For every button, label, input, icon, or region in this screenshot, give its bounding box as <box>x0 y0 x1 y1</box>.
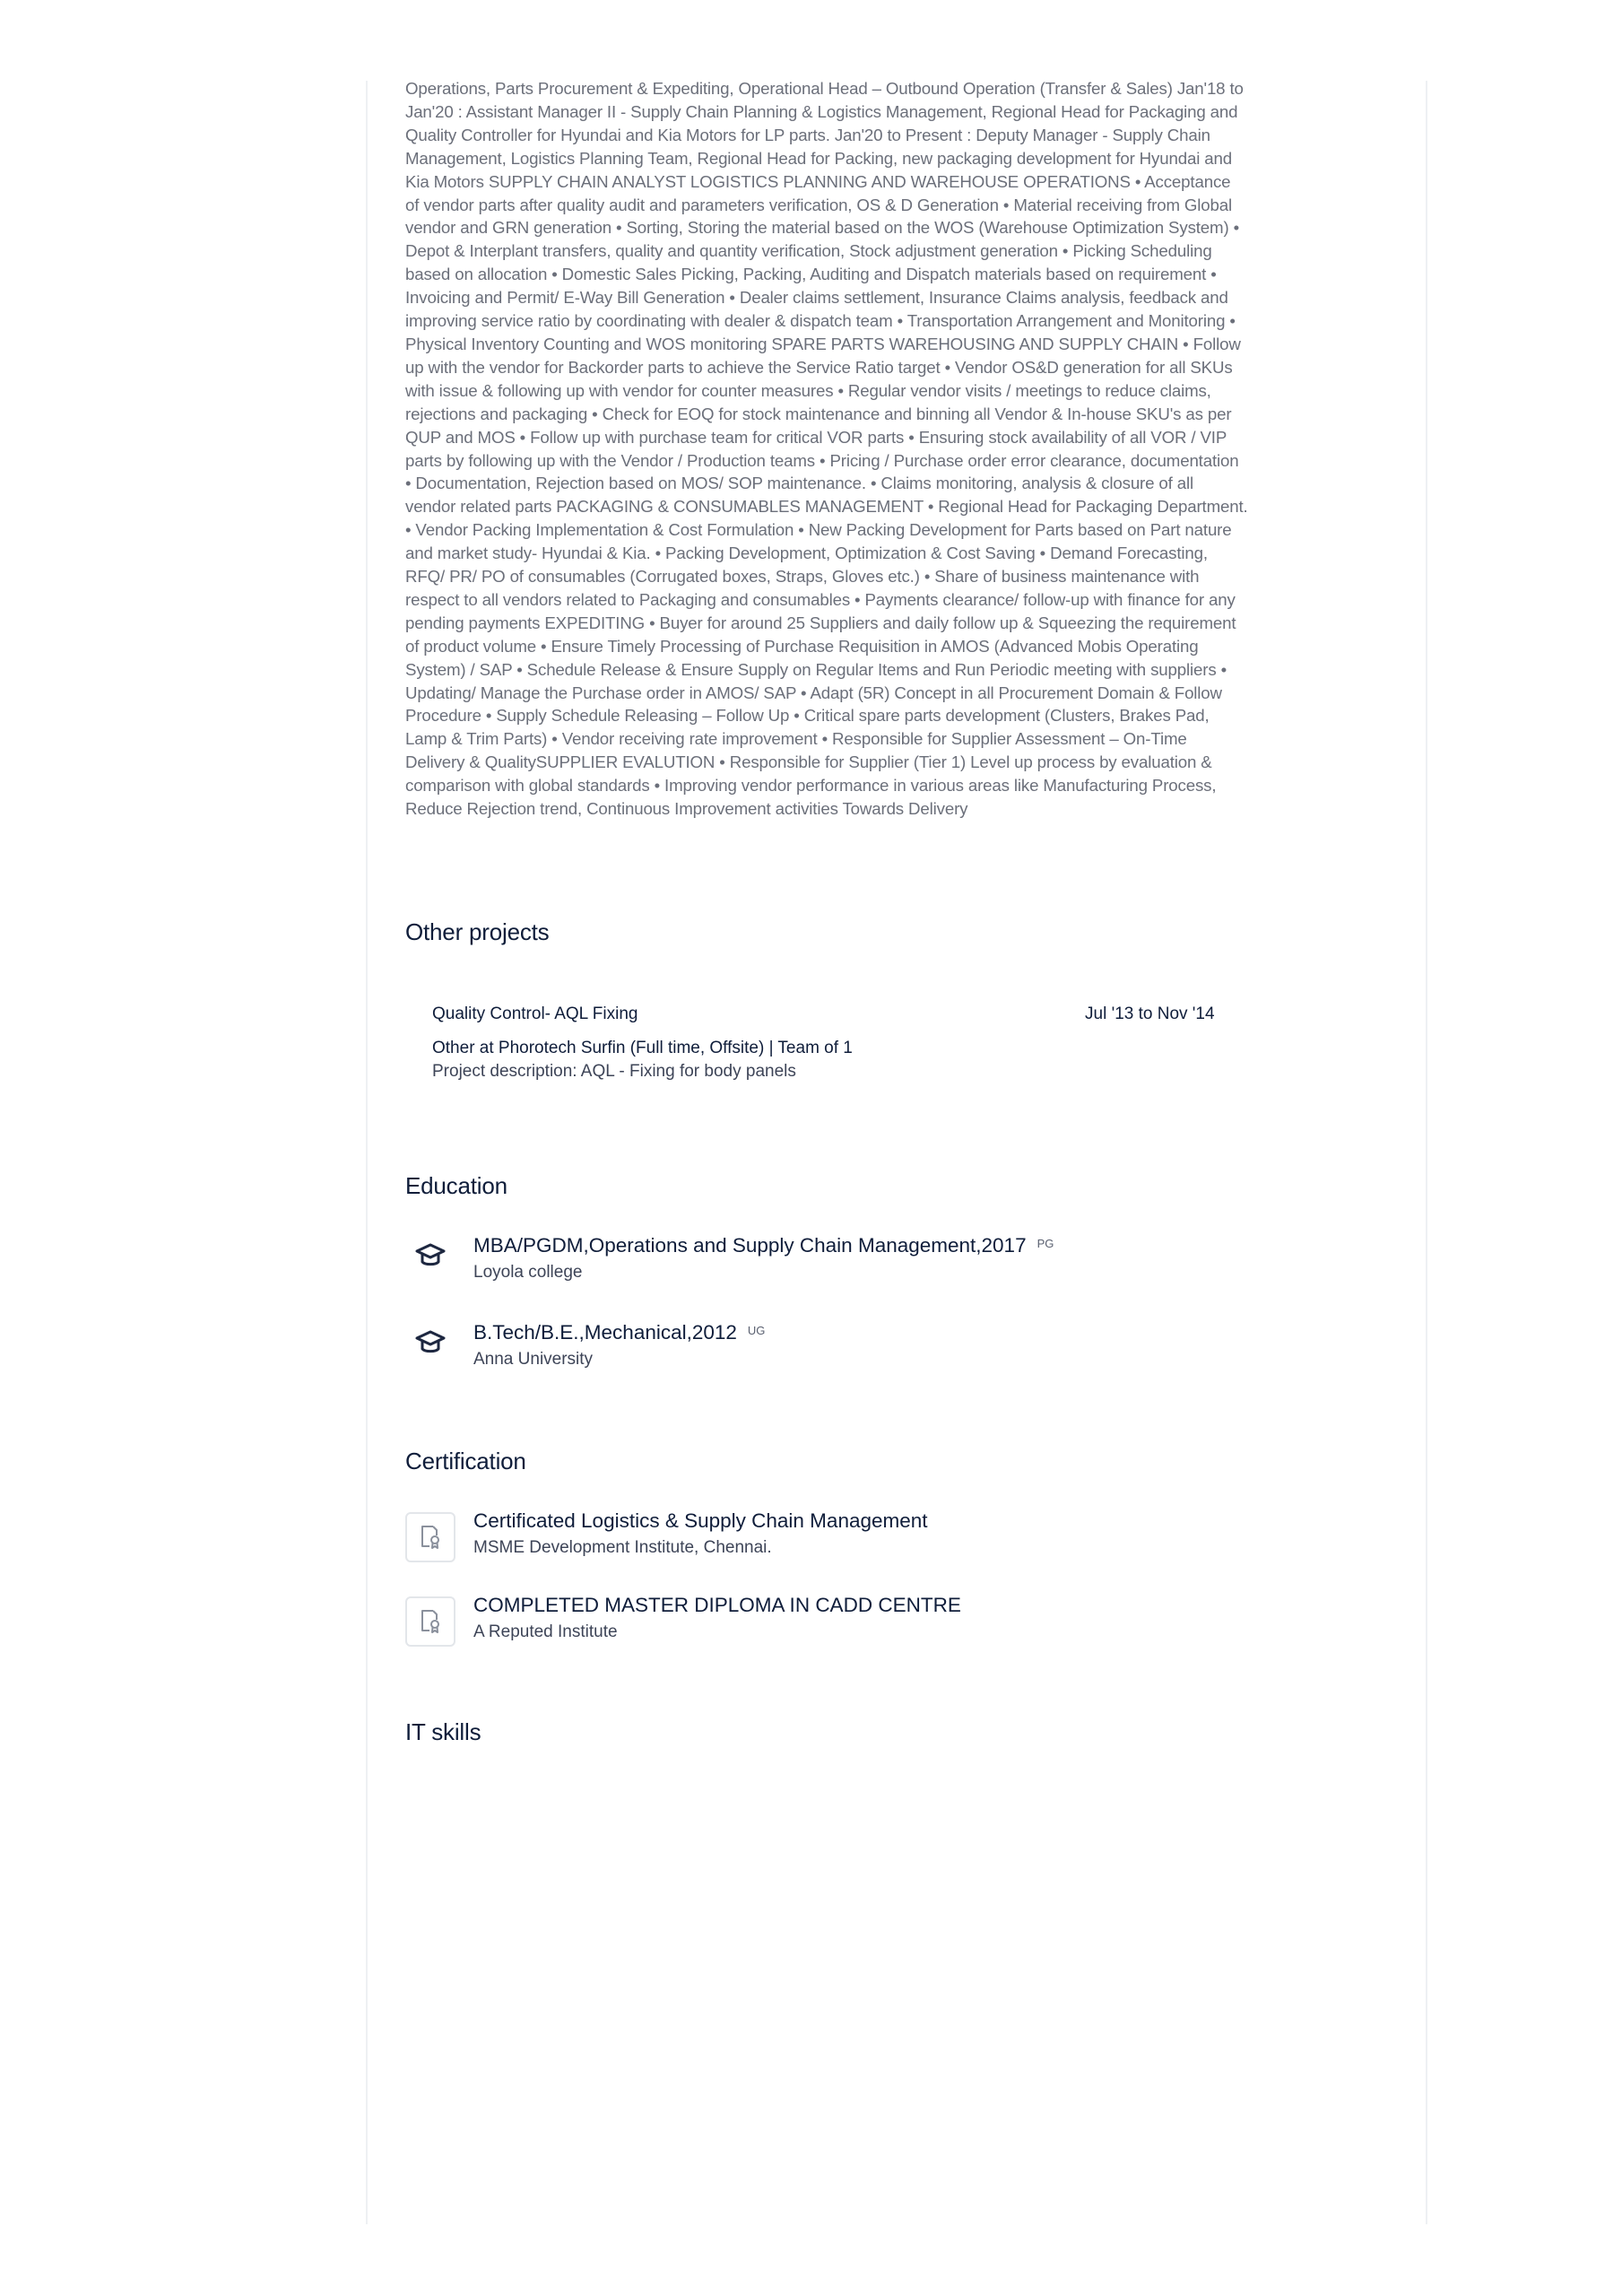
certification-name: Certificated Logistics & Supply Chain Management <box>473 1509 928 1532</box>
education-degree <box>473 1321 765 1344</box>
graduation-cap-icon <box>414 1239 447 1272</box>
project-title: Quality Control- AQL Fixing <box>432 1004 638 1023</box>
it-skills-heading: IT skills <box>405 1718 481 1745</box>
education-degree-text: B.Tech/B.E.,Mechanical,2012 <box>473 1321 737 1344</box>
other-projects-heading: Other projects <box>405 918 550 945</box>
certification-heading: Certification <box>405 1448 526 1474</box>
education-level-badge: UG <box>747 1324 766 1337</box>
project-description: Project description: AQL - Fixing for body panels <box>432 1062 796 1081</box>
education-heading: Education <box>405 1172 507 1199</box>
education-degree-text: MBA/PGDM,Operations and Supply Chain Management,2017 <box>473 1234 1027 1257</box>
education-institute: Anna University <box>473 1350 594 1369</box>
graduation-cap-icon <box>414 1326 447 1359</box>
certificate-icon <box>405 1596 455 1647</box>
experience-description: Operations, Parts Procurement & Expediting, Operational Head – Outbound Operation (Transfer & Sales) Jan'18 to Jan'20 : Assistant Manager II - Supply Chain Planning & Logistics Management, Regional Head for Packaging and Quality Controller for Hyundai and Kia Motors for LP parts. Jan'20 to Present : Deputy Manager - Supply Chain Management, Logistics Planning Team, Regional Head for Packing, new packaging development for Hyundai and Kia Motors SUPPLY CHAIN ANALYST LOGISTICS PLANNING AND WAREHOUSE OPERATIONS • Acceptance of vendor parts after quality audit and parameters verification, OS & D Generation • Material receiving from Global vendor and GRN generation • Sorting, Storing the material based on the WOS (Warehouse Optimization System) • Depot & Interplant transfers, quality and quantity verification, Stock adjustment generation • Picking Scheduling based on allocation • Domestic Sales Picking, Packing, Auditing and Dispatch materials based on requirement • Invoicing and Permit/ E-Way Bill Generation • Dealer claims settlement, Insurance Claims analysis, feedback and improving service ratio by coordinating with dealer & dispatch team • Transportation Arrangement and Monitoring • Physical Inventory Counting and WOS monitoring SPARE PARTS WAREHOUSING AND SUPPLY CHAIN • Follow up with the vendor for Backorder parts to achieve the Service Ratio target • Vendor OS&D generation for all SKUs with issue & following up with vendor for counter measures • Regular vendor visits / meetings to reduce claims, rejections and packaging • Check for EOQ for stock maintenance and binning all Vendor & In-house SKU's as per QUP and MOS • Follow up with purchase team for critical VOR parts • Ensuring stock availability of all VOR / VIP parts by following up with the Vendor / Production teams • Pricing / Purchase order error clearance, documentation • Documentation, Rejection based on MOS/ SOP maintenance. • Claims monitoring, analysis & closure of all vendor related parts PACKAGING & CONSUMABLES MANAGEMENT • Regional Head for Packaging Department. • Vendor Packing Implementation & Cost Formulation • New Packing Development for Parts based on Part nature and market study- Hyundai & Kia. • Packing Development, Optimization & Cost Saving • Demand Forecasting, RFQ/ PR/ PO of consumables (Corrugated boxes, Straps, Gloves etc.) • Share of business maintenance with respect to all vendors related to Packaging and consumables • Payments clearance/ follow-up with finance for any pending payments EXPEDITING • Buyer for around 25 Suppliers and daily follow up & Squeezing the requirement of product volume • Ensure Timely Processing of Purchase Requisition in AMOS (Advanced Mobis Operating System) / SAP • Schedule Release & Ensure Supply on Regular Items and Run Periodic meeting with suppliers • Updating/ Manage the Purchase order in AMOS/ SAP • Adapt (5R) Concept in all Procurement Domain & Follow Procedure • Supply Schedule Releasing – Follow Up • Critical spare parts development (Clusters, Brakes Pad, Lamp & Trim Parts) • Vendor receiving rate improvement • Responsible for Supplier Assessment – On-Time Delivery & QualitySUPPLIER EVALUTION • Responsible for Supplier (Tier 1) Level up process by evaluation & comparison with global standards • Improving vendor performance in various areas like Manufacturing Process, Reduce Rejection trend, Continuous Improvement activities Towards Delivery <box>405 79 1248 819</box>
certification-institute: MSME Development Institute, Chennai. <box>473 1538 772 1557</box>
education-level-badge: PG <box>1037 1237 1054 1250</box>
project-meta: Other at Phorotech Surfin (Full time, Offsite) | Team of 1 <box>432 1039 853 1057</box>
certification-institute: A Reputed Institute <box>473 1622 618 1641</box>
project-dates: Jul '13 to Nov '14 <box>1085 1004 1215 1023</box>
certification-name: COMPLETED MASTER DIPLOMA IN CADD CENTRE <box>473 1594 961 1616</box>
certificate-icon <box>405 1512 455 1562</box>
education-institute: Loyola college <box>473 1263 583 1282</box>
education-degree <box>473 1234 1054 1257</box>
